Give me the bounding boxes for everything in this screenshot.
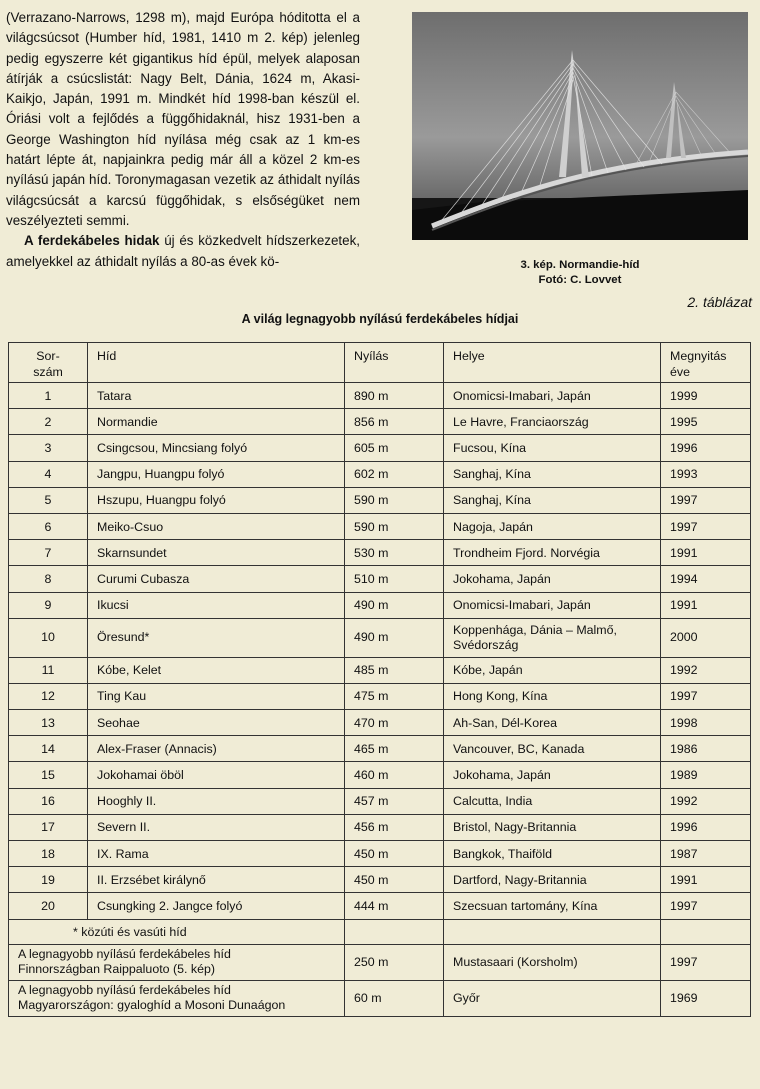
- cell-rank: 13: [9, 710, 88, 736]
- hungary-year: 1969: [661, 980, 751, 1016]
- cell-rank: 10: [9, 618, 88, 657]
- cell-name: IX. Rama: [88, 841, 345, 867]
- table-row: [9, 435, 751, 461]
- cell-rank: 18: [9, 841, 88, 867]
- finland-location: Mustasaari (Korsholm): [444, 944, 661, 980]
- cell-name: Severn II.: [88, 814, 345, 840]
- cell-name: II. Erzsébet királynő: [88, 867, 345, 893]
- table-row: [9, 566, 751, 592]
- cell-year: 1986: [661, 736, 751, 762]
- cell-name: Jangpu, Huangpu folyó: [88, 461, 345, 487]
- footnote-row: [9, 919, 751, 944]
- cell-year: 1996: [661, 814, 751, 840]
- table-row: [9, 487, 751, 513]
- cell-location: Hong Kong, Kína: [444, 683, 661, 709]
- cell-rank: 7: [9, 540, 88, 566]
- table-row: [9, 683, 751, 709]
- cell-span: 457 m: [345, 788, 444, 814]
- cell-rank: 17: [9, 814, 88, 840]
- cell-location: Kóbe, Japán: [444, 657, 661, 683]
- table-row: [9, 867, 751, 893]
- cell-rank: 2: [9, 409, 88, 435]
- cell-year: 1997: [661, 513, 751, 539]
- cell-rank: 20: [9, 893, 88, 919]
- cell-year: 1997: [661, 893, 751, 919]
- table-row: [9, 657, 751, 683]
- cell-span: 444 m: [345, 893, 444, 919]
- cell-location: Bangkok, Thaiföld: [444, 841, 661, 867]
- table-row: [9, 893, 751, 919]
- table-row: [9, 762, 751, 788]
- article-paragraph-2-text: új és közkedvelt hídszerkezetek, amelyekkel az áthidalt nyílás a 80-as évek kö-: [6, 233, 360, 269]
- cell-name: Kóbe, Kelet: [88, 657, 345, 683]
- finland-year: 1997: [661, 944, 751, 980]
- cell-location: Vancouver, BC, Kanada: [444, 736, 661, 762]
- cell-rank: 14: [9, 736, 88, 762]
- cell-span: 475 m: [345, 683, 444, 709]
- cell-rank: 16: [9, 788, 88, 814]
- cell-span: 456 m: [345, 814, 444, 840]
- table-row: [9, 841, 751, 867]
- cell-name: Ikucsi: [88, 592, 345, 618]
- table-row: [9, 409, 751, 435]
- cell-location: Ah-San, Dél-Korea: [444, 710, 661, 736]
- cell-rank: 15: [9, 762, 88, 788]
- header-span: Nyílás: [345, 343, 444, 383]
- cell-rank: 6: [9, 513, 88, 539]
- table-row: [9, 618, 751, 657]
- cell-rank: 1: [9, 383, 88, 409]
- photo-caption-credit: Fotó: C. Lovvet: [538, 274, 622, 286]
- cell-location: Sanghaj, Kína: [444, 487, 661, 513]
- cell-span: 510 m: [345, 566, 444, 592]
- photo-caption-title: 3. kép. Normandie-híd: [520, 259, 640, 271]
- cell-year: 2000: [661, 618, 751, 657]
- table-title: A világ legnagyobb nyílású ferdekábeles hídjai: [241, 312, 519, 326]
- article-paragraph-2: [6, 231, 360, 272]
- cell-name: Ting Kau: [88, 683, 345, 709]
- empty-cell: [345, 919, 444, 944]
- bridge-photo: [412, 12, 748, 240]
- cell-rank: 12: [9, 683, 88, 709]
- cell-span: 465 m: [345, 736, 444, 762]
- cell-year: 1994: [661, 566, 751, 592]
- cell-location: Nagoja, Japán: [444, 513, 661, 539]
- cell-year: 1997: [661, 487, 751, 513]
- cell-name: Csingcsou, Mincsiang folyó: [88, 435, 345, 461]
- cell-location: Dartford, Nagy-Britannia: [444, 867, 661, 893]
- cell-span: 460 m: [345, 762, 444, 788]
- table-header-row: [9, 343, 751, 383]
- cell-year: 1996: [661, 435, 751, 461]
- hungary-label: A legnagyobb nyílású ferdekábeles híd Magyarországon: gyaloghíd a Mosoni Dunaágon: [9, 980, 345, 1016]
- cell-name: Öresund*: [88, 618, 345, 657]
- hungary-span: 60 m: [345, 980, 444, 1016]
- cell-year: 1998: [661, 710, 751, 736]
- cell-location: Le Havre, Franciaország: [444, 409, 661, 435]
- cell-span: 602 m: [345, 461, 444, 487]
- table-row: [9, 513, 751, 539]
- empty-cell: [444, 919, 661, 944]
- cell-year: 1992: [661, 788, 751, 814]
- cell-span: 490 m: [345, 618, 444, 657]
- cell-name: Csungking 2. Jangce folyó: [88, 893, 345, 919]
- finland-span: 250 m: [345, 944, 444, 980]
- cell-span: 450 m: [345, 841, 444, 867]
- table-row: [9, 710, 751, 736]
- hungary-location: Győr: [444, 980, 661, 1016]
- cell-span: 450 m: [345, 867, 444, 893]
- header-rank: Sor- szám: [9, 343, 88, 383]
- cell-rank: 9: [9, 592, 88, 618]
- header-name: Híd: [88, 343, 345, 383]
- cell-location: Onomicsi-Imabari, Japán: [444, 383, 661, 409]
- cell-location: Jokohama, Japán: [444, 762, 661, 788]
- cell-year: 1987: [661, 841, 751, 867]
- table-row: [9, 592, 751, 618]
- cell-span: 590 m: [345, 487, 444, 513]
- cell-name: Skarnsundet: [88, 540, 345, 566]
- cell-rank: 19: [9, 867, 88, 893]
- table-body: [9, 383, 751, 920]
- cell-rank: 4: [9, 461, 88, 487]
- finland-row: [9, 944, 751, 980]
- footnote: * közúti és vasúti híd: [9, 919, 345, 944]
- normandie-bridge-illustration: [412, 12, 748, 240]
- cell-location: Jokohama, Japán: [444, 566, 661, 592]
- cell-name: Hooghly II.: [88, 788, 345, 814]
- hungary-row: [9, 980, 751, 1016]
- cell-rank: 3: [9, 435, 88, 461]
- cell-year: 1991: [661, 592, 751, 618]
- cell-year: 1997: [661, 683, 751, 709]
- table-number: 2. táblázat: [687, 294, 752, 310]
- cell-rank: 5: [9, 487, 88, 513]
- cell-location: Szecsuan tartomány, Kína: [444, 893, 661, 919]
- cell-span: 590 m: [345, 513, 444, 539]
- cell-location: Trondheim Fjord. Norvégia: [444, 540, 661, 566]
- cell-name: Meiko-Csuo: [88, 513, 345, 539]
- table-row: [9, 736, 751, 762]
- cell-name: Jokohamai öböl: [88, 762, 345, 788]
- table-row: [9, 814, 751, 840]
- cell-span: 530 m: [345, 540, 444, 566]
- table-footer: [9, 919, 751, 1016]
- cell-location: Sanghaj, Kína: [444, 461, 661, 487]
- cell-location: Calcutta, India: [444, 788, 661, 814]
- cell-year: 1995: [661, 409, 751, 435]
- cell-span: 485 m: [345, 657, 444, 683]
- finland-label: A legnagyobb nyílású ferdekábeles híd Finnországban Raippaluoto (5. kép): [9, 944, 345, 980]
- cell-name: Hszupu, Huangpu folyó: [88, 487, 345, 513]
- table-row: [9, 788, 751, 814]
- cell-span: 605 m: [345, 435, 444, 461]
- cell-rank: 8: [9, 566, 88, 592]
- cell-name: Curumi Cubasza: [88, 566, 345, 592]
- empty-cell: [661, 919, 751, 944]
- cell-name: Alex-Fraser (Annacis): [88, 736, 345, 762]
- photo-caption: [412, 258, 748, 288]
- cell-year: 1999: [661, 383, 751, 409]
- article-paragraph-1: (Verrazano-Narrows, 1298 m), majd Európa hóditotta el a világcsúcsot (Humber híd, 1981, 1410 m 2. kép) jelenleg pedig egyszerre két gigantikus híd épül, melyek alaposan átírják a csúcslistát: Nagy Belt, Dánia, 1624 m, Akasi-Kaikjo, Japán, 1991 m. Mindkét híd 1998-ban készül el. Óriási volt a fejlődés a függőhidaknál, hisz 1931-ben a George Washington híd nyílása még csak az 1 km-es határt lépte át, napjainkra pedig már áll a közel 2 km-es nyílású japán híd. Toronymagasan vezetik az áthidalt nyílás világcsúcsát a karcsú függőhidak, s elsőségüket nem veszélyezteti semmi.: [6, 10, 360, 228]
- cell-year: 1991: [661, 867, 751, 893]
- article-bold-term: A ferdekábeles hidak: [24, 233, 160, 249]
- cell-span: 470 m: [345, 710, 444, 736]
- header-opened: Megnyitás éve: [661, 343, 751, 383]
- cell-location: Fucsou, Kína: [444, 435, 661, 461]
- cell-span: 856 m: [345, 409, 444, 435]
- cell-location: Koppenhága, Dánia – Malmő, Svédország: [444, 618, 661, 657]
- bridges-table: [8, 342, 751, 1017]
- cell-name: Tatara: [88, 383, 345, 409]
- article-text: [6, 8, 360, 272]
- cell-rank: 11: [9, 657, 88, 683]
- cell-span: 490 m: [345, 592, 444, 618]
- table-row: [9, 540, 751, 566]
- table-row: [9, 383, 751, 409]
- header-location: Helye: [444, 343, 661, 383]
- cell-year: 1989: [661, 762, 751, 788]
- cell-year: 1991: [661, 540, 751, 566]
- cell-name: Normandie: [88, 409, 345, 435]
- cell-location: Bristol, Nagy-Britannia: [444, 814, 661, 840]
- cell-span: 890 m: [345, 383, 444, 409]
- cell-year: 1993: [661, 461, 751, 487]
- cell-name: Seohae: [88, 710, 345, 736]
- table-row: [9, 461, 751, 487]
- cell-year: 1992: [661, 657, 751, 683]
- cell-location: Onomicsi-Imabari, Japán: [444, 592, 661, 618]
